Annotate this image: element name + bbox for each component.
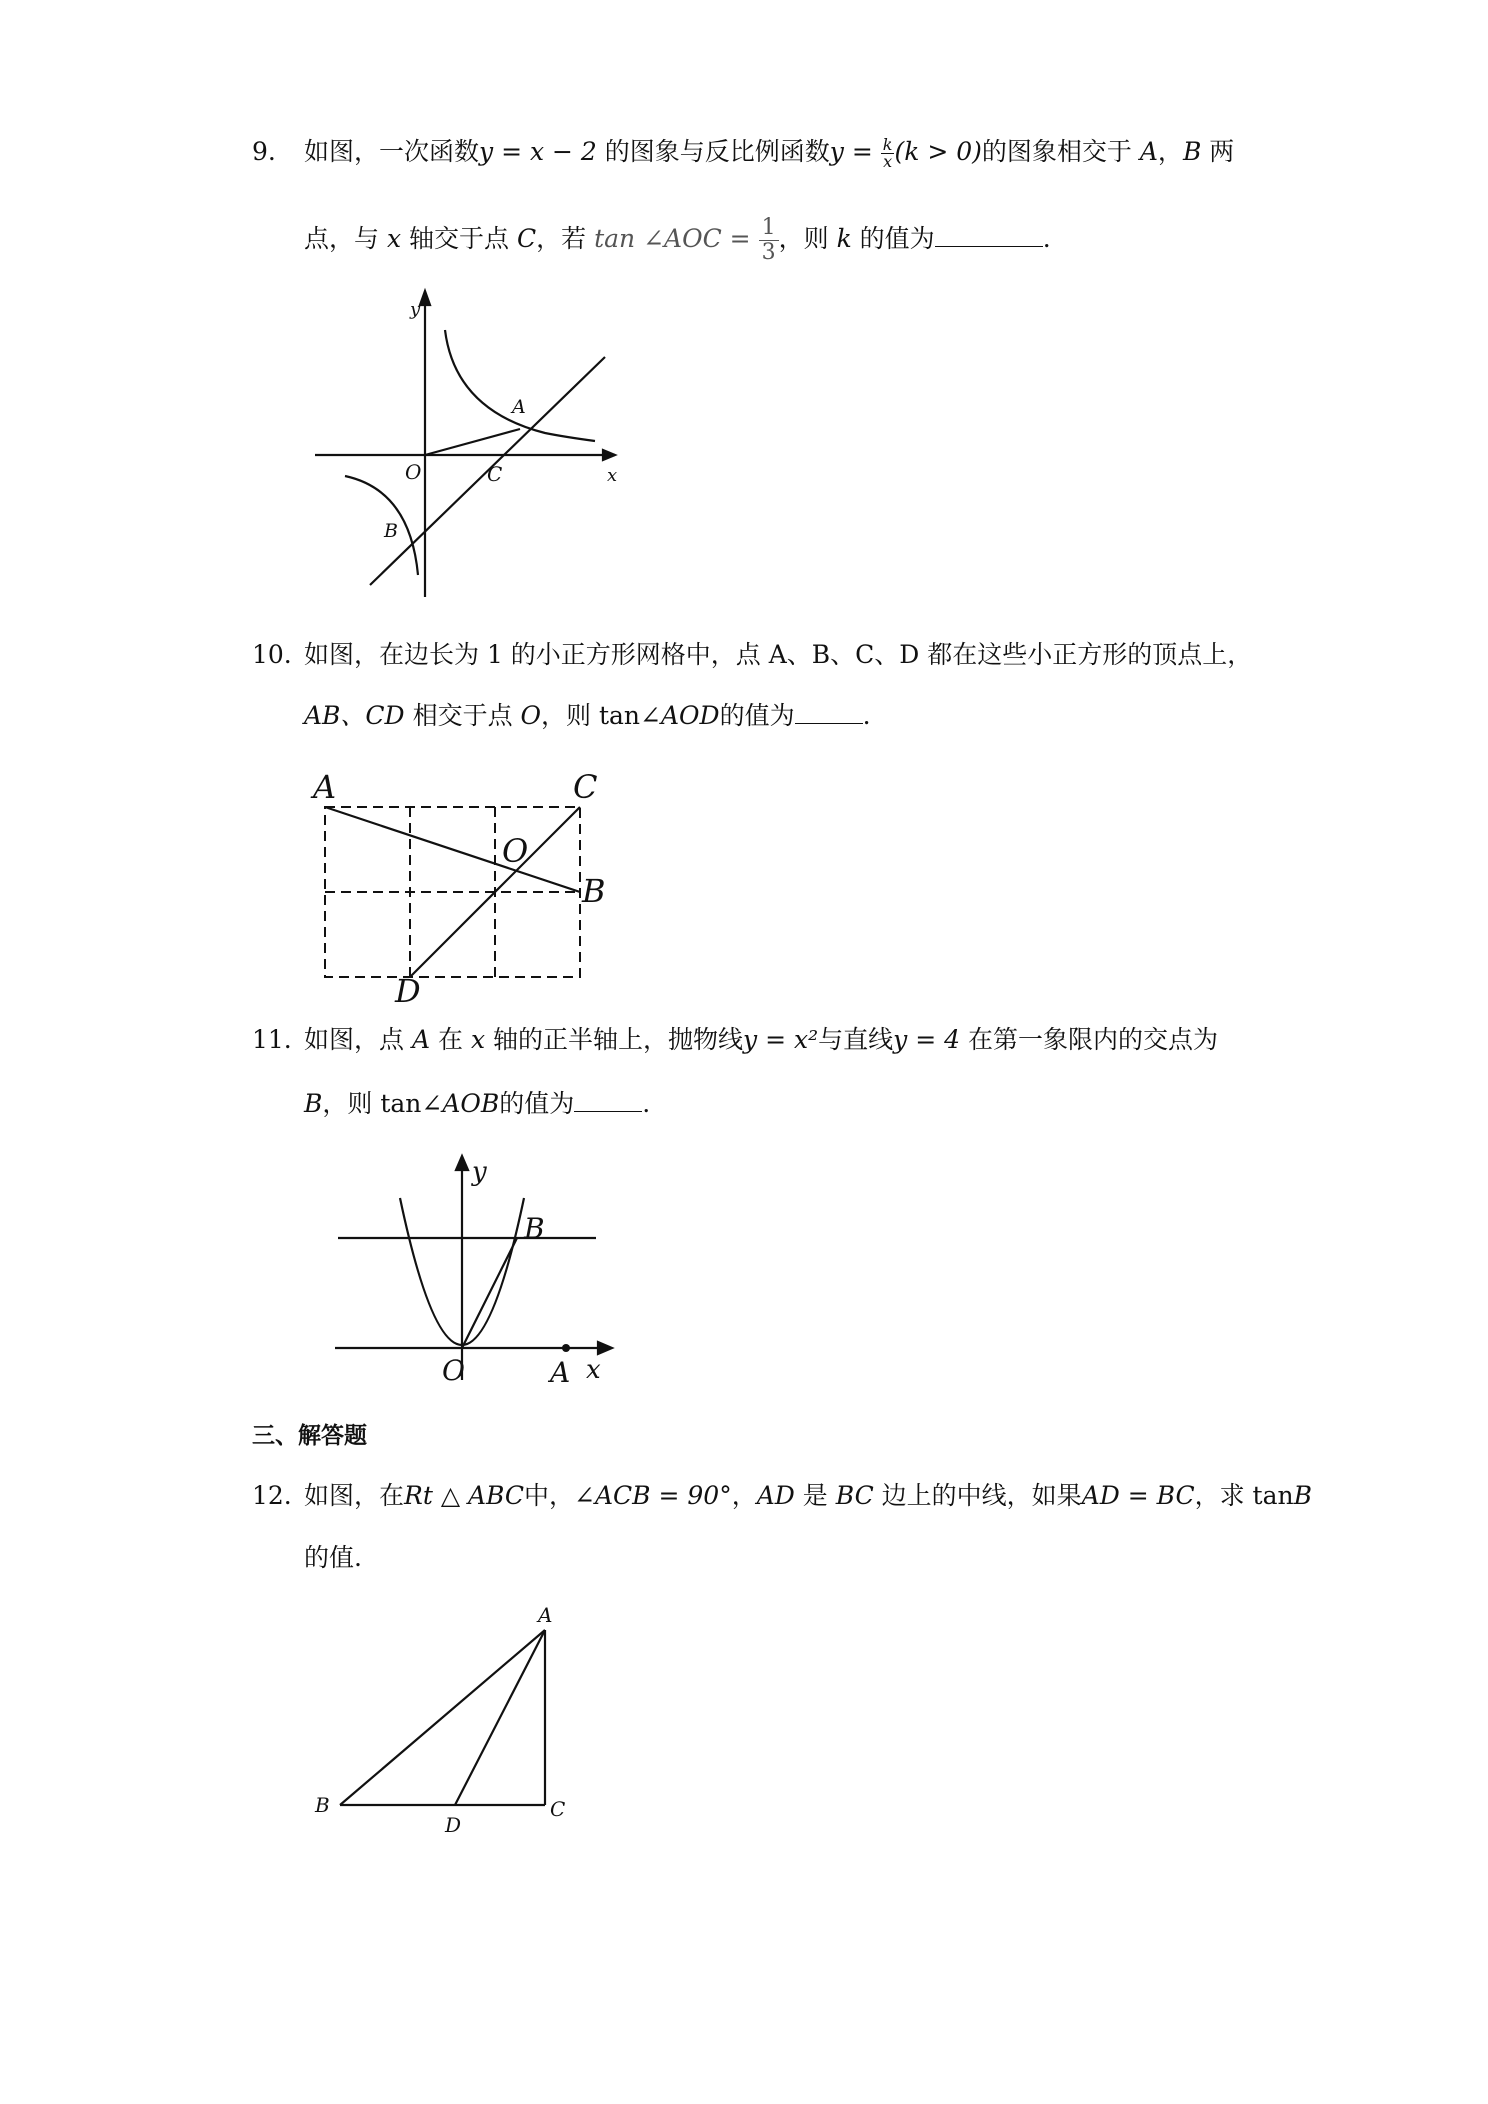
q10-label-d: D <box>395 972 421 1002</box>
q10-label-c: C <box>573 768 598 806</box>
q11-label-b: B <box>524 1212 545 1245</box>
q9-line2 <box>304 216 1051 265</box>
q12-text: 如图，在 <box>304 1481 405 1510</box>
q12-number: 12. <box>252 1481 292 1510</box>
q10-number: 10. <box>252 640 292 669</box>
q12-text: 是 <box>802 1481 828 1510</box>
q10-segment-ab <box>325 807 580 892</box>
q9-text: 的图象相交于 <box>981 137 1132 166</box>
q11-x: x <box>470 1025 486 1054</box>
q12-segment-ad: AD <box>756 1481 795 1510</box>
q12-line1 <box>252 1480 1312 1512</box>
q11-text: 的值为 <box>499 1089 575 1118</box>
q9-number: 9. <box>252 137 276 166</box>
q10-point-o: O <box>520 701 542 730</box>
q9-label-b: B <box>384 520 398 542</box>
q9-text: 的图象与反比例函数 <box>604 137 830 166</box>
q12-text: 中， <box>524 1481 575 1510</box>
q11-figure <box>330 1150 630 1390</box>
q9-fraction-k-over-x <box>881 137 895 170</box>
q11-text: ，则 tan∠ <box>322 1089 443 1118</box>
q11-line2 <box>304 1088 650 1120</box>
q11-segment-ob <box>462 1238 517 1348</box>
q9-frac-denominator: x <box>883 152 893 171</box>
q11-point-a-dot <box>562 1344 570 1352</box>
q12-text: 边上的中线，如果 <box>881 1481 1082 1510</box>
q11-text: 在第一象限内的交点为 <box>967 1025 1218 1054</box>
q9-label-o: O <box>405 460 422 484</box>
q12-median-ad <box>455 1630 545 1805</box>
q9-label-a: A <box>512 396 526 418</box>
q9-fraction-one-third <box>759 216 779 265</box>
q9-text: 轴交于点 <box>409 224 510 253</box>
q12-label-b: B <box>315 1793 330 1817</box>
q11-text: 在 <box>437 1025 463 1054</box>
q9-text: ，若 <box>536 224 587 253</box>
q11-angle-aob: AOB <box>442 1089 500 1118</box>
q10-text: 相交于点 <box>412 701 513 730</box>
q10-label-o: O <box>502 832 529 870</box>
q9-text: ，则 <box>778 224 829 253</box>
q10-text: 的值为 <box>719 701 795 730</box>
q12-triangle: Rt △ ABC <box>404 1481 525 1510</box>
q10-label-a: A <box>313 768 337 806</box>
q9-text: 如图，一次函数 <box>304 137 480 166</box>
q11-label-a: A <box>550 1356 571 1389</box>
q9-text: 的值为 <box>859 224 935 253</box>
q11-label-y: y <box>472 1157 487 1187</box>
q9-x: x <box>386 224 402 253</box>
q12-segment-bc: BC <box>835 1481 874 1510</box>
q9-figure <box>305 285 625 605</box>
q9-k: k <box>836 224 852 253</box>
q9-text: 点，与 <box>304 224 380 253</box>
q12-angle-acb: ∠ACB = 90° <box>574 1481 732 1510</box>
q11-x-arrow-icon <box>598 1342 612 1354</box>
q9-point-a: A <box>1139 137 1158 166</box>
q11-label-x: x <box>586 1355 601 1385</box>
q9-y-arrow-icon <box>420 291 430 305</box>
q10-text: ，则 tan∠ <box>541 701 661 730</box>
q11-answer-blank <box>574 1089 642 1112</box>
q12-text: 的值. <box>304 1543 362 1572</box>
q12-text: ，求 tan <box>1194 1481 1294 1510</box>
q9-answer-blank <box>935 224 1043 247</box>
q10-answer-blank <box>795 701 863 724</box>
q11-label-o: O <box>442 1354 465 1387</box>
q11-equation-line: y = 4 <box>893 1025 961 1054</box>
q9-label-x: x <box>607 465 618 486</box>
q9-text: . <box>1042 224 1051 253</box>
q10-angle-aod: AOD <box>660 701 720 730</box>
q11-number: 11. <box>252 1025 292 1054</box>
q9-label-c: C <box>487 462 503 486</box>
q12-label-a: A <box>538 1603 553 1627</box>
q12-text: ， <box>731 1481 757 1510</box>
q9-x-arrow-icon <box>603 450 615 460</box>
q12-line2 <box>304 1542 362 1574</box>
q9-tan-expression: tan ∠AOC = <box>594 224 751 253</box>
q10-segments: AB、CD <box>304 701 405 730</box>
q9-equation-condition: (k > 0) <box>894 137 982 166</box>
q9-hyperbola-lower <box>345 476 418 575</box>
q9-point-b: B <box>1182 137 1202 166</box>
q10-figure <box>305 762 635 1002</box>
section-title: 三、解答题 <box>252 1423 367 1449</box>
q12-figure <box>305 1600 595 1850</box>
q9-text: 两 <box>1209 137 1235 166</box>
q9-equation-linear: y = x − 2 <box>479 137 597 166</box>
q11-text: 轴的正半轴上，抛物线 <box>493 1025 744 1054</box>
q9-point-c: C <box>517 224 537 253</box>
q12-equation: AD = BC <box>1081 1481 1195 1510</box>
q11-line1 <box>252 1024 1218 1056</box>
q9-segment-oa <box>425 429 520 455</box>
q12-side-ab <box>340 1630 545 1805</box>
q11-y-arrow-icon <box>456 1156 468 1170</box>
q11-text: . <box>642 1089 651 1118</box>
q11-point-b: B <box>304 1089 323 1118</box>
q11-point-a: A <box>411 1025 431 1054</box>
q9-line1 <box>252 136 1234 170</box>
q10-text: 如图，在边长为 1 的小正方形网格中，点 A、B、C、D 都在这些小正方形的顶点上， <box>304 640 1253 669</box>
q11-equation-parabola: y = x² <box>743 1025 819 1054</box>
q9-text: ， <box>1157 137 1183 166</box>
q10-label-b: B <box>582 872 606 910</box>
q10-line2 <box>304 700 871 732</box>
q11-text: 与直线 <box>818 1025 894 1054</box>
q9-frac-numerator: k <box>882 135 893 154</box>
q9-tan-denominator: 3 <box>761 240 776 265</box>
q9-equation-inverse-lhs: y = <box>829 137 873 166</box>
q9-tan-numerator: 1 <box>759 216 779 241</box>
q11-text: 如图，点 <box>304 1025 405 1054</box>
q10-text: . <box>862 701 871 730</box>
q9-hyperbola-upper <box>445 330 595 441</box>
q12-label-c: C <box>550 1797 566 1821</box>
q12-label-d: D <box>445 1813 462 1837</box>
q9-label-y: y <box>410 299 421 320</box>
q12-angle-b: B <box>1293 1481 1312 1510</box>
q10-line1 <box>252 639 1252 671</box>
